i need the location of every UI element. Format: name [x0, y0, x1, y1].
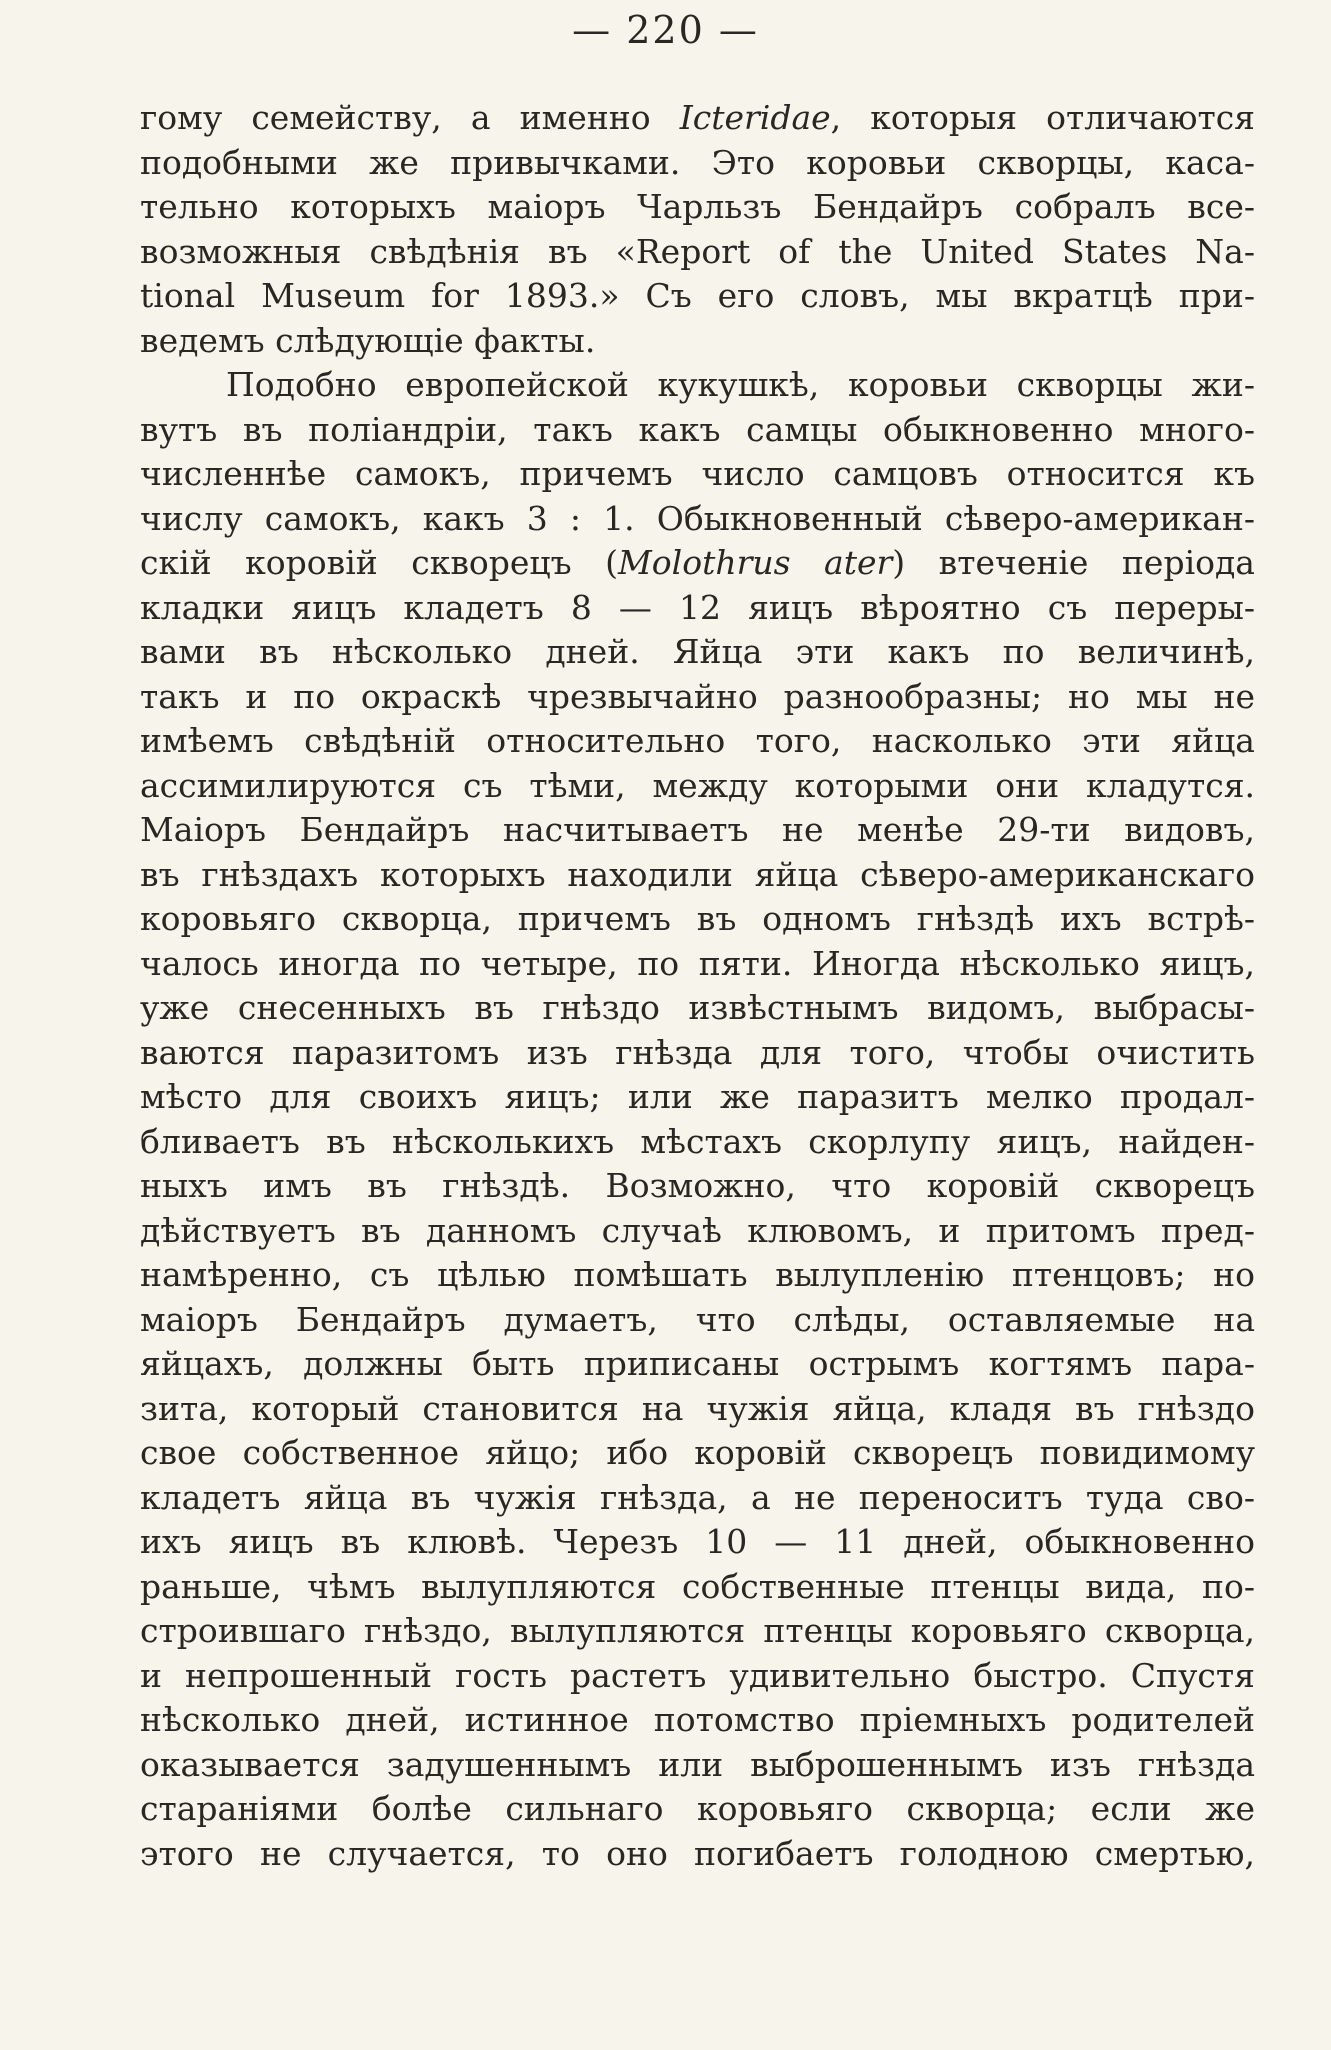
text-line — [140, 1476, 1255, 1521]
text-segment: и непрошенный гость растетъ удивительно быстро. Спустя — [140, 1655, 1255, 1695]
text-line — [140, 897, 1255, 942]
text-line — [140, 1565, 1255, 1610]
text-line — [140, 1075, 1255, 1120]
text-segment: мѣсто для своихъ яицъ; или же паразитъ мелко продал- — [140, 1077, 1255, 1116]
text-line — [140, 1342, 1255, 1387]
text-segment: свое собственное яйцо; ибо коровій скворецъ повидимому — [140, 1433, 1255, 1472]
text-segment: оказывается задушеннымъ или выброшеннымъ изъ гнѣзда — [140, 1744, 1255, 1784]
text-line — [140, 1120, 1255, 1165]
text-line — [140, 1298, 1255, 1343]
text-segment: ассимилируются съ тѣми, между которыми они кладутся. — [140, 765, 1255, 805]
text-line — [140, 1787, 1255, 1832]
text-segment: зита, который становится на чужія яйца, кладя въ гнѣздо — [140, 1388, 1255, 1428]
text-line — [140, 942, 1255, 987]
text-line — [140, 319, 1255, 364]
text-line — [140, 1520, 1255, 1565]
text-line — [140, 1431, 1255, 1476]
text-line — [140, 1743, 1255, 1788]
text-line — [140, 719, 1255, 764]
text-segment: ваются паразитомъ изъ гнѣзда для того, чтобы очистить — [140, 1032, 1255, 1072]
text-segment: уже снесенныхъ въ гнѣздо извѣстнымъ видомъ, выбрасы- — [140, 988, 1255, 1027]
text-line — [140, 1832, 1255, 1877]
text-segment: этого не случается, то оно погибаетъ голодною смертью, — [140, 1833, 1255, 1873]
text-line — [140, 764, 1255, 809]
text-segment: нѣсколько дней, истинное потомство пріемныхъ родителей — [140, 1700, 1255, 1739]
text-line — [140, 1031, 1255, 1076]
text-segment: строившаго гнѣздо, вылупляются птенцы коровьяго скворца, — [140, 1611, 1255, 1650]
text-line — [140, 1387, 1255, 1432]
italic-term: Icteridae — [679, 98, 831, 137]
text-line — [140, 1209, 1255, 1254]
text-line — [140, 1609, 1255, 1654]
text-line — [140, 630, 1255, 675]
text-segment: возможныя свѣдѣнія въ «Report of the United States Na- — [140, 231, 1255, 271]
text-line — [140, 1253, 1255, 1298]
text-segment: стараніями болѣе сильнаго коровьяго скворца; если же — [140, 1789, 1255, 1828]
text-segment: чалось иногда по четыре, по пяти. Иногда нѣсколько яицъ, — [140, 943, 1255, 983]
text-line — [140, 1698, 1255, 1743]
text-line — [140, 853, 1255, 898]
text-line — [140, 141, 1255, 186]
text-line — [140, 96, 1255, 141]
text-segment: въ гнѣздахъ которыхъ находили яйца сѣверо-американскаго — [140, 854, 1255, 894]
text-line — [140, 1654, 1255, 1699]
text-segment: Маіоръ Бендайръ насчитываетъ не менѣе 29-ти видовъ, — [140, 810, 1255, 849]
text-segment: ныхъ имъ въ гнѣздѣ. Возможно, что коровій скворецъ — [140, 1166, 1255, 1205]
text-segment: численнѣе самокъ, причемъ число самцовъ относится къ — [140, 454, 1255, 493]
text-line — [140, 986, 1255, 1031]
text-segment: ведемъ слѣдующіе факты. — [140, 320, 596, 360]
body-text — [140, 96, 1255, 1876]
text-line — [140, 274, 1255, 319]
text-segment: намѣренно, съ цѣлью помѣшать вылупленію птенцовъ; но — [140, 1255, 1255, 1294]
paragraph — [140, 96, 1255, 363]
text-segment: гому семейству, а именно — [140, 98, 680, 137]
text-line — [140, 497, 1255, 542]
paragraph — [140, 363, 1255, 1876]
text-line — [140, 452, 1255, 497]
text-segment: вутъ въ поліандріи, такъ какъ самцы обыкновенно много- — [140, 409, 1255, 449]
text-segment: числу самокъ, какъ 3 : 1. Обыкновенный сѣверо-американ- — [140, 498, 1255, 538]
text-line — [140, 675, 1255, 720]
text-segment: , которыя отличаются — [830, 98, 1255, 137]
text-line — [140, 230, 1255, 275]
text-segment: скій коровій скворецъ ( — [140, 543, 619, 582]
text-segment: Подобно европейской кукушкѣ, коровьи скворцы жи- — [226, 365, 1255, 404]
text-segment: раньше, чѣмъ вылупляются собственные птенцы вида, по- — [140, 1566, 1255, 1606]
text-segment: ) втеченіе періода — [892, 543, 1255, 582]
text-segment: ихъ яицъ въ клювѣ. Черезъ 10 — 11 дней, обыкновенно — [140, 1522, 1255, 1561]
text-segment: дѣйствуетъ въ данномъ случаѣ клювомъ, и притомъ пред- — [140, 1210, 1255, 1250]
text-segment: тельно которыхъ маіоръ Чарльзъ Бендайръ собралъ все- — [140, 187, 1255, 226]
text-line — [140, 541, 1255, 586]
text-line — [140, 808, 1255, 853]
text-segment: подобными же привычками. Это коровьи скворцы, каса- — [140, 142, 1255, 182]
text-line — [140, 1164, 1255, 1209]
text-segment: бливаетъ въ нѣсколькихъ мѣстахъ скорлупу яицъ, найден- — [140, 1121, 1255, 1161]
text-line — [140, 408, 1255, 453]
text-line — [140, 586, 1255, 631]
text-segment: такъ и по окраскѣ чрезвычайно разнообразны; но мы не — [140, 676, 1255, 716]
text-segment: вами въ нѣсколько дней. Яйца эти какъ по величинѣ, — [140, 632, 1255, 671]
italic-term: Molothrus ater — [618, 543, 893, 582]
text-segment: tional Museum for 1893.» Съ его словъ, мы вкратцѣ при- — [140, 276, 1255, 315]
text-line — [140, 185, 1255, 230]
page-number: — 220 — — [572, 8, 759, 52]
text-segment: кладки яицъ кладетъ 8 — 12 яицъ вѣроятно съ переры- — [140, 587, 1255, 627]
text-segment: маіоръ Бендайръ думаетъ, что слѣды, оставляемые на — [140, 1299, 1255, 1339]
text-segment: кладетъ яйца въ чужія гнѣзда, а не переноситъ туда сво- — [140, 1477, 1255, 1517]
text-line — [140, 363, 1255, 408]
text-segment: коровьяго скворца, причемъ въ одномъ гнѣздѣ ихъ встрѣ- — [140, 899, 1255, 938]
text-segment: имѣемъ свѣдѣній относительно того, насколько эти яйца — [140, 721, 1255, 760]
text-segment: яйцахъ, должны быть приписаны острымъ когтямъ пара- — [140, 1344, 1255, 1383]
